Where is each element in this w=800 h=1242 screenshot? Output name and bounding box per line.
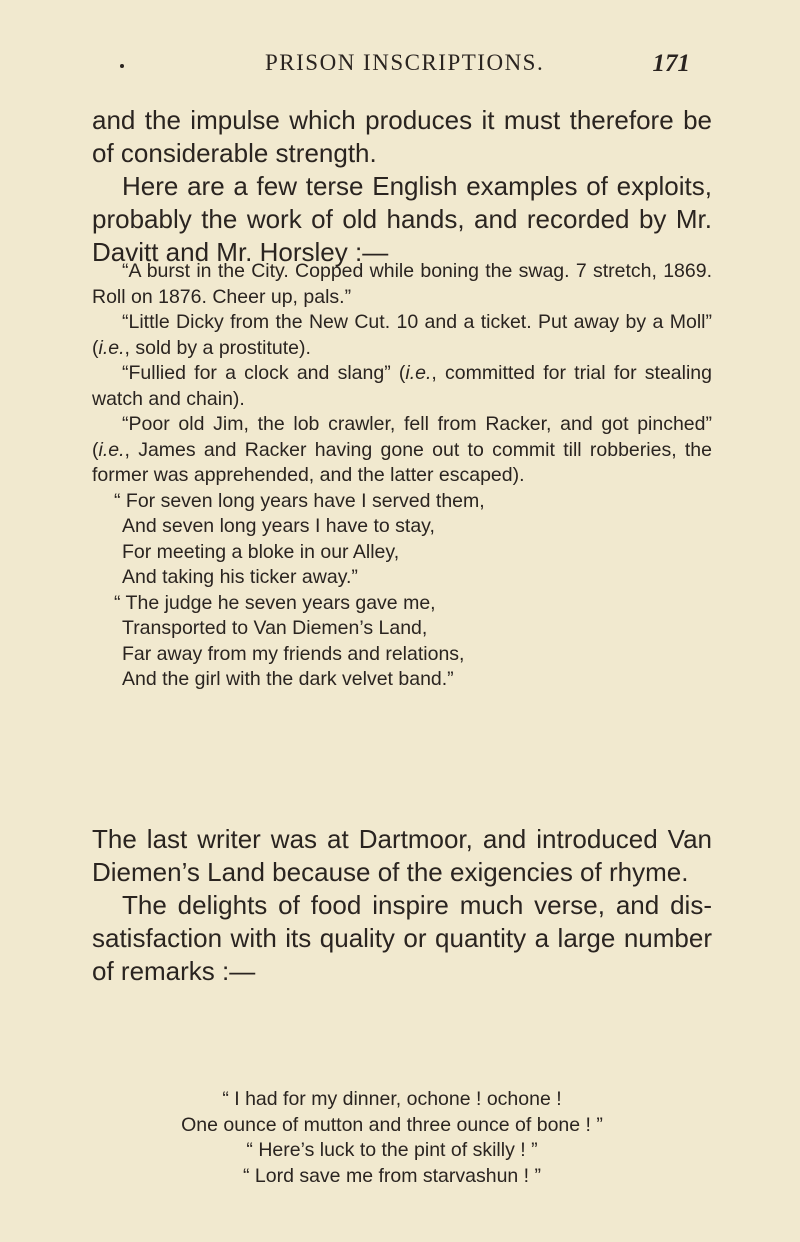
verse-line: For meeting a bloke in our Alley, [122,540,400,563]
inscription-1: “A burst in the City. Copped while boning the swag. 7 stretch, 1869. Roll on 1876. Cheer up, pals.” [92,260,712,308]
verse-line: “ Here’s luck to the pint of skilly ! ” [246,1139,538,1161]
food-verses [92,1087,712,1189]
verse-line: “ Lord save me from starvashun ! ” [242,1164,542,1187]
paragraph-food: The delights of food inspire much verse, and dis-satisfaction with its quality or quantity a large number of remarks :— [92,890,712,986]
page-number: 171 [652,50,690,77]
running-header [100,50,700,80]
verse-seven-years [92,489,712,591]
verse-line: And the girl with the dark velvet band.” [122,668,454,690]
opening-paragraphs [92,104,712,269]
verse-dinner [132,1087,652,1189]
inscription-3: “Fullied for a clock and slang” (i.e., committed for trial for stealing watch and chain). [92,362,712,410]
running-title: PRISON INSCRIPTIONS. [265,50,545,75]
verse-line: Transported to Van Diemen’s Land, [122,617,428,639]
verse-line: Far away from my friends and relations, [122,642,465,665]
paragraph-intro-examples: Here are a few terse English examples of exploits, probably the work of old hands, and recorded by Mr. Davitt and Mr. Horsley :— [92,171,712,267]
closing-paragraphs [92,823,712,988]
verse-line: “ For seven long years have I served them, [114,489,485,512]
verse-line: One ounce of mutton and three ounce of bone ! ” [181,1113,603,1136]
inscription-examples [92,259,712,693]
verse-line: “ The judge he seven years gave me, [114,591,436,614]
verse-line: And taking his ticker away.” [122,566,358,588]
inscription-4: “Poor old Jim, the lob crawler, fell from Racker, and got pinched” (i.e., James and Racker having gone out to commit till robberies, the former was apprehended, and the latter escaped). [92,413,712,486]
verse-judge [92,591,712,693]
verse-line: “ I had for my dinner, ochone ! ochone ! [222,1088,562,1110]
verse-line: And seven long years I have to stay, [122,515,435,537]
bullet-mark [120,64,124,68]
paragraph-continuation: and the impulse which produces it must therefore be of considerable strength. [92,105,712,168]
inscription-2: “Little Dicky from the New Cut. 10 and a ticket. Put away by a Moll” (i.e., sold by a prostitute). [92,311,712,359]
paragraph-dartmoor: The last writer was at Dartmoor, and introduced Van Diemen’s Land because of the exigencies of rhyme. [92,824,712,887]
